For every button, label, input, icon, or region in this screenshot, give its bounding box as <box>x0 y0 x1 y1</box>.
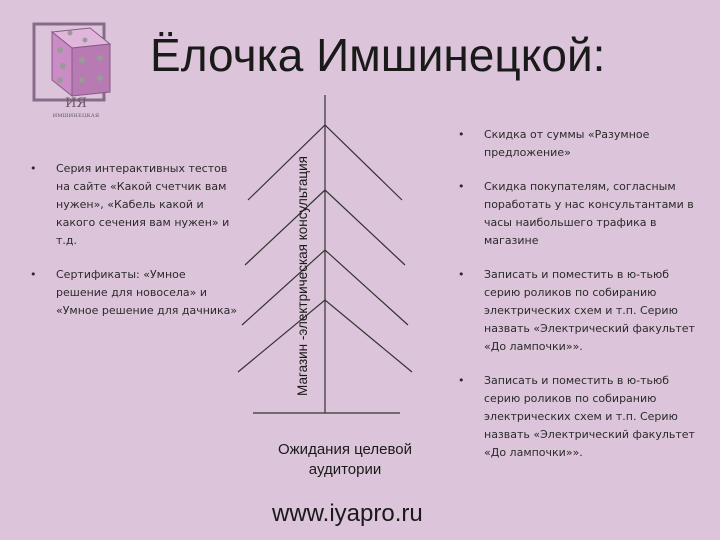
list-item-text: Скидка покупателям, согласным поработать у нас консультантами в часы наибольшего трафика в магазине <box>484 180 694 247</box>
list-item <box>30 160 240 250</box>
tree-branch <box>248 125 402 200</box>
tree-branch <box>242 250 408 325</box>
bullet-icon: • <box>30 268 37 281</box>
tree-branch <box>238 300 412 372</box>
list-item-text: Скидка от суммы «Разумное предложение» <box>484 128 650 159</box>
page-title: Ёлочка Имшинецкой: <box>150 29 606 81</box>
logo-subtext: ИМШИНЕЦКАЯ <box>52 113 100 119</box>
bottom-label: Ожидания целевой аудитории <box>277 441 412 478</box>
bullet-icon: • <box>458 128 465 141</box>
list-item <box>458 178 703 250</box>
tree-branch <box>245 190 405 265</box>
vertical-label: Магазин -электрическая консультация <box>295 156 310 396</box>
list-item-text: Серия интерактивных тестов на сайте «Какой счетчик вам нужен», «Кабель какой и какого сечения вам нужен» и т.д. <box>56 162 230 247</box>
bullet-icon: • <box>30 162 37 175</box>
right-bullet-list <box>458 126 703 478</box>
list-item <box>458 372 703 462</box>
left-bullet-list <box>30 160 240 336</box>
list-item-text: Сертификаты: «Умное решение для новосела» и «Умное решение для дачника» <box>56 268 238 317</box>
bullet-icon: • <box>458 180 465 193</box>
logo-text: ИЯ <box>65 96 87 111</box>
list-item-text: Записать и поместить в ю-тьюб серию роликов по собиранию электрических схем и т.п. Серию назвать «Электрический факультет «До лампочки»». <box>484 268 695 353</box>
list-item-text: Записать и поместить в ю-тьюб серию роликов по собиранию электрических схем и т.п. Серию назвать «Электрический факультет «До лампочки»». <box>484 374 695 459</box>
bullet-icon: • <box>458 374 465 387</box>
list-item <box>458 266 703 356</box>
list-item <box>30 266 240 320</box>
website-link[interactable]: www.iyapro.ru <box>272 500 423 527</box>
list-item <box>458 126 703 162</box>
bullet-icon: • <box>458 268 465 281</box>
